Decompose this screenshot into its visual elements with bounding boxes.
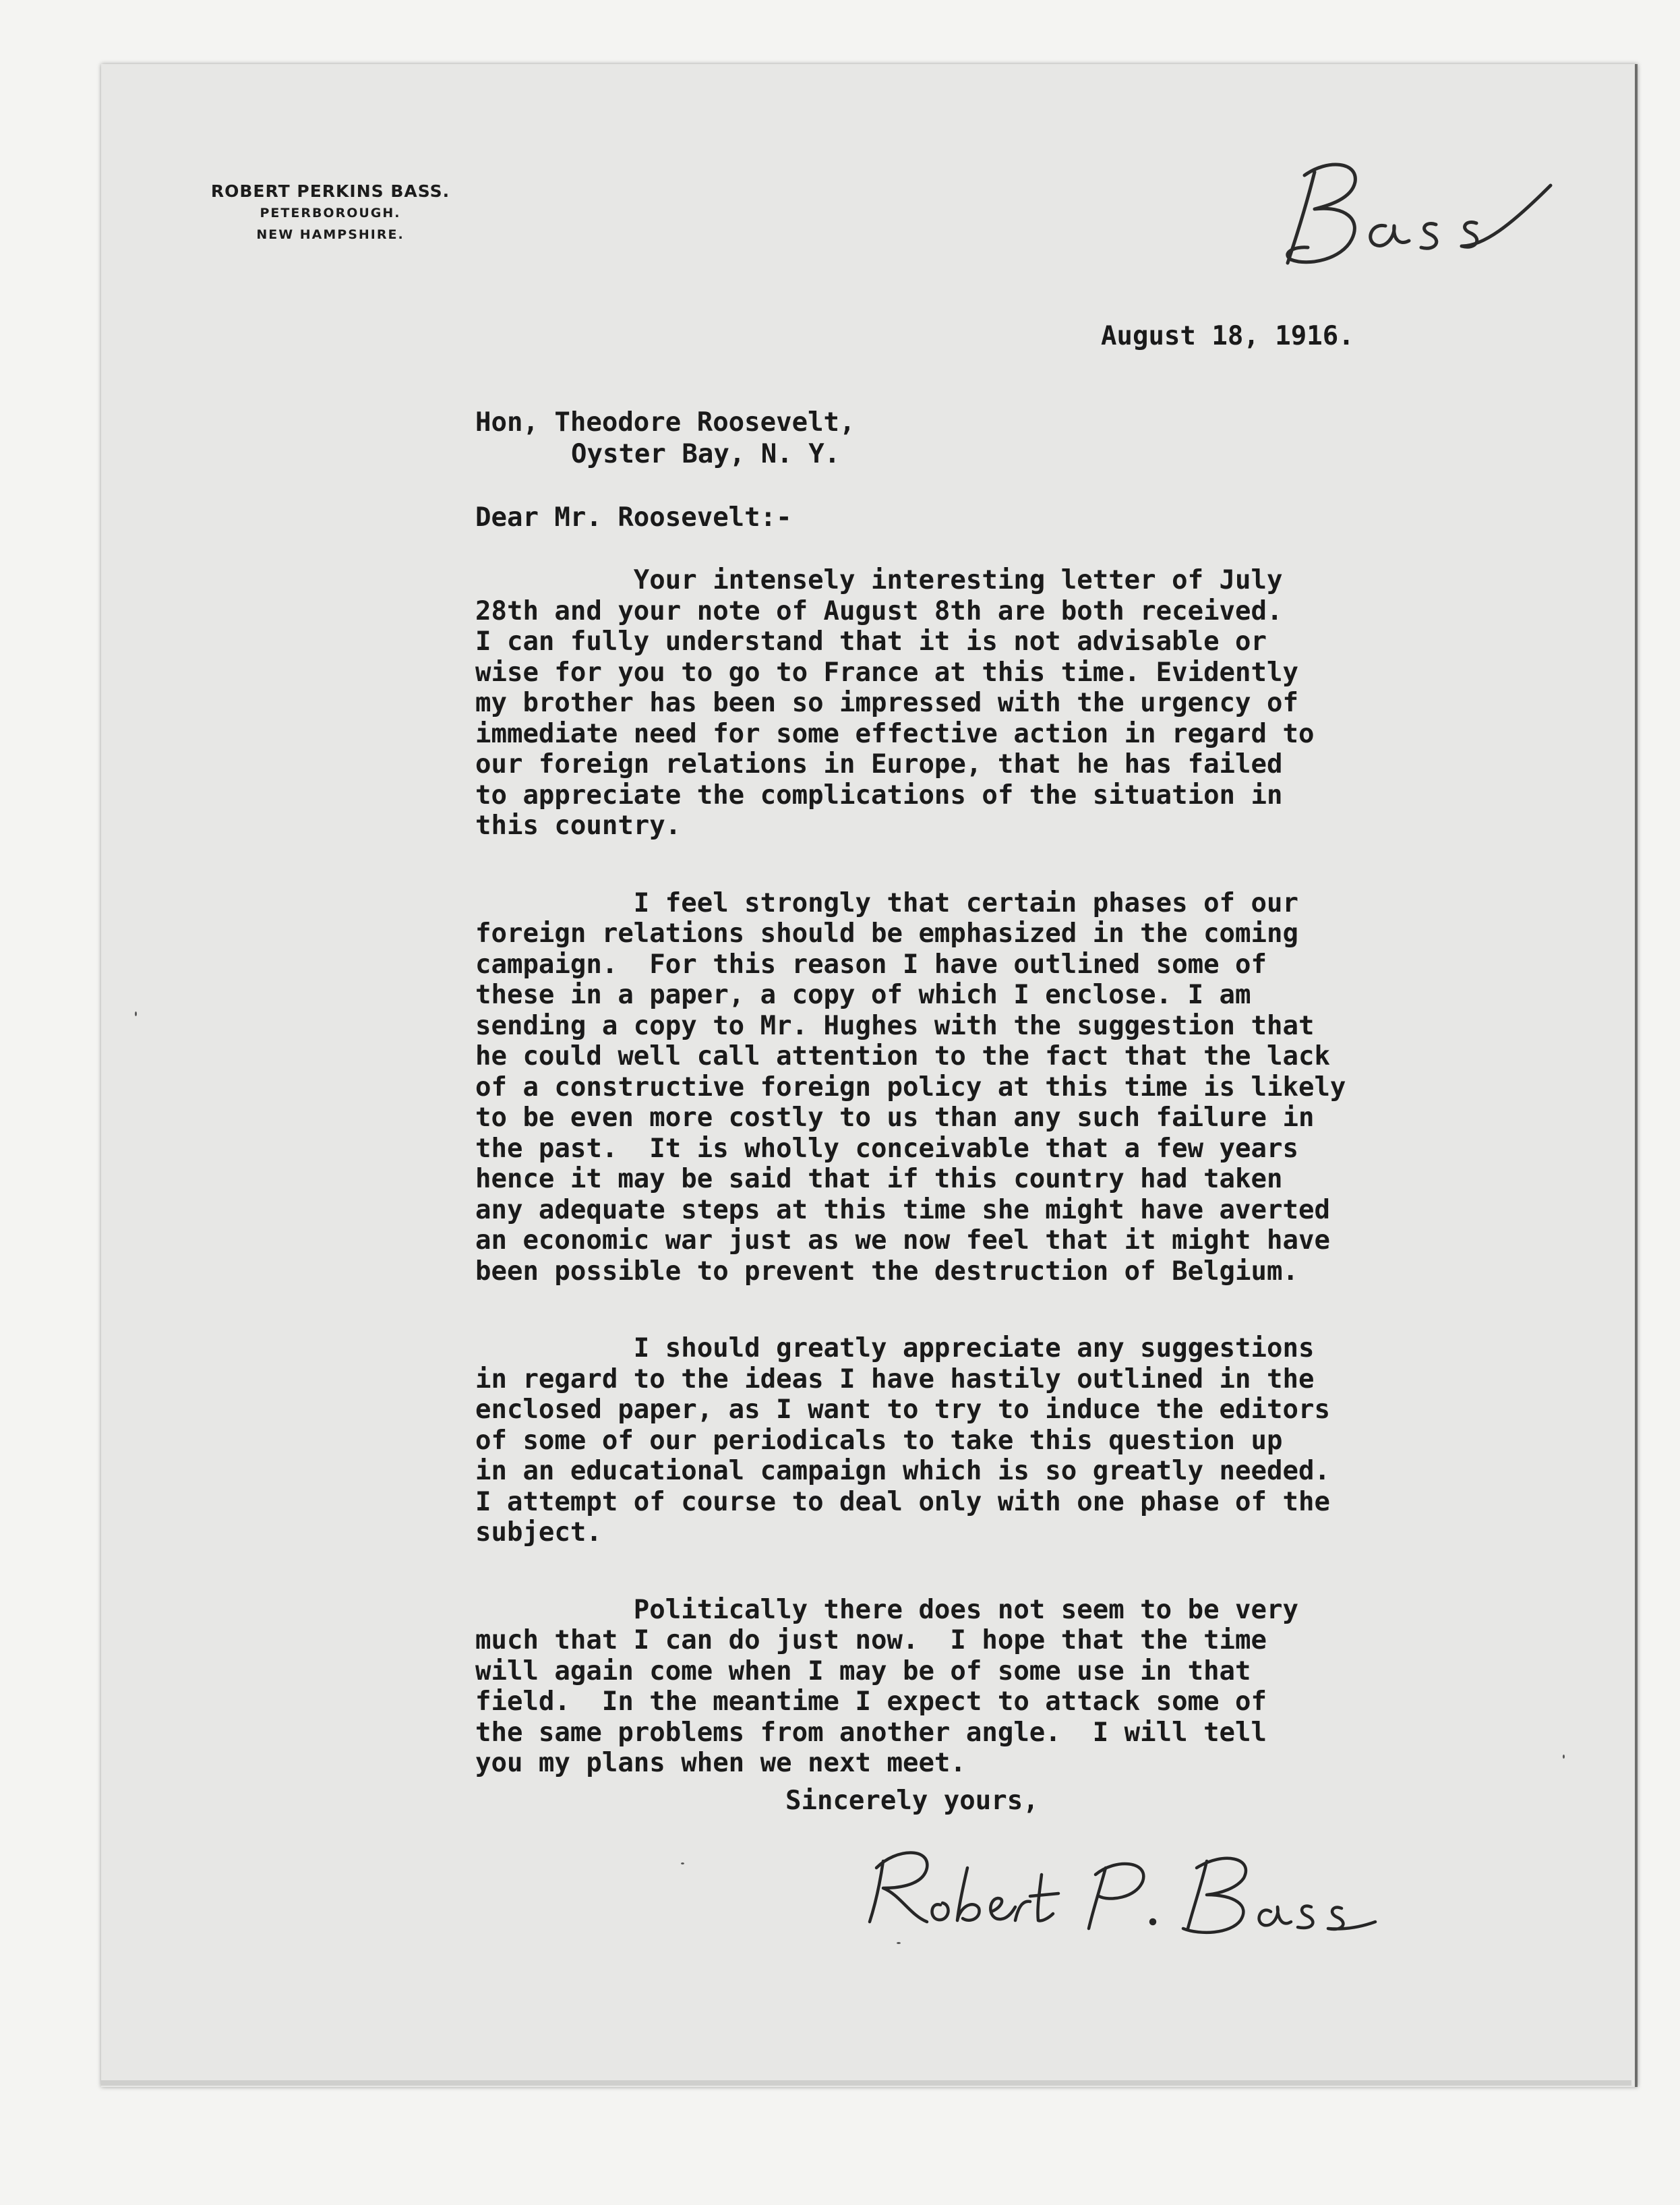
body-line: you my plans when we next meet. <box>475 1748 966 1778</box>
docket-note-handwritten <box>1267 145 1578 293</box>
recipient-name: Hon, Theodore Roosevelt, <box>475 407 856 438</box>
paragraph-2 <box>475 888 1487 1287</box>
body-line: campaign. For this reason I have outlined some of <box>475 949 1267 980</box>
body-line: I should greatly appreciate any suggestions <box>475 1333 1315 1363</box>
paper-speck <box>897 1942 901 1944</box>
body-line: my brother has been so impressed with the urgency of <box>475 688 1298 718</box>
body-line: he could well call attention to the fact that the lack <box>475 1041 1330 1071</box>
body-line: in regard to the ideas I have hastily outlined in the <box>475 1363 1315 1394</box>
body-line: Politically there does not seem to be very <box>475 1594 1298 1625</box>
recipient-address: Oyster Bay, N. Y. <box>571 439 841 469</box>
body-line: been possible to prevent the destruction of Belgium. <box>475 1256 1298 1287</box>
body-line: to be even more costly to us than any such failure in <box>475 1102 1315 1133</box>
body-line: these in a paper, a copy of which I enclose. I am <box>475 980 1251 1010</box>
body-line: I attempt of course to deal only with one phase of the <box>475 1486 1330 1517</box>
body-line: an economic war just as we now feel that it might have <box>475 1225 1330 1256</box>
body-line: I feel strongly that certain phases of our <box>475 887 1298 918</box>
closing: Sincerely yours, <box>785 1786 1039 1816</box>
sheet-edge <box>101 2080 1631 2086</box>
body-line: enclosed paper, as I want to try to induce the editors <box>475 1394 1330 1425</box>
letterhead <box>182 181 479 245</box>
handwritten-signature <box>856 1821 1382 1956</box>
body-line: any adequate steps at this time she might have averted <box>475 1194 1330 1225</box>
body-line: will again come when I may be of some use in that <box>475 1655 1251 1686</box>
body-line: of some of our periodicals to take this question up <box>475 1425 1283 1456</box>
salutation: Dear Mr. Roosevelt:- <box>475 502 792 533</box>
letter-body <box>475 565 1487 1825</box>
body-line: our foreign relations in Europe, that he has failed <box>475 749 1283 780</box>
letterhead-town: PETERBOROUGH. <box>260 206 401 220</box>
letterhead-state: NEW HAMPSHIRE. <box>256 227 404 242</box>
body-line: subject. <box>475 1517 602 1548</box>
body-line: foreign relations should be emphasized in the coming <box>475 918 1298 949</box>
body-line: I can fully understand that it is not advisable or <box>475 626 1267 657</box>
paper-speck <box>681 1862 684 1864</box>
body-line: hence it may be said that if this country had taken <box>475 1164 1283 1194</box>
paper-speck <box>135 1011 137 1016</box>
letter-date: August 18, 1916. <box>1101 321 1354 351</box>
body-line: the same problems from another angle. I will tell <box>475 1717 1267 1748</box>
body-line: field. In the meantime I expect to attack some of <box>475 1686 1267 1717</box>
body-line: to appreciate the complications of the situation in <box>475 780 1283 811</box>
body-line: Your intensely interesting letter of July <box>475 565 1283 595</box>
paper-speck <box>1563 1755 1565 1759</box>
body-line: 28th and your note of August 8th are both received. <box>475 595 1283 626</box>
body-line: the past. It is wholly conceivable that a few years <box>475 1133 1298 1164</box>
body-line: of a constructive foreign policy at this time is likely <box>475 1071 1346 1102</box>
paragraph-4 <box>475 1595 1487 1779</box>
letterhead-name: ROBERT PERKINS BASS. <box>210 181 450 201</box>
body-line: this country. <box>475 811 682 841</box>
body-line: wise for you to go to France at this time. Evidently <box>475 657 1298 688</box>
body-line: much that I can do just now. I hope that the time <box>475 1625 1267 1655</box>
body-line: sending a copy to Mr. Hughes with the suggestion that <box>475 1010 1315 1041</box>
paragraph-3 <box>475 1333 1487 1548</box>
body-line: immediate need for some effective action in regard to <box>475 718 1315 749</box>
paragraph-1 <box>475 565 1487 842</box>
body-line: in an educational campaign which is so greatly needed. <box>475 1456 1330 1486</box>
